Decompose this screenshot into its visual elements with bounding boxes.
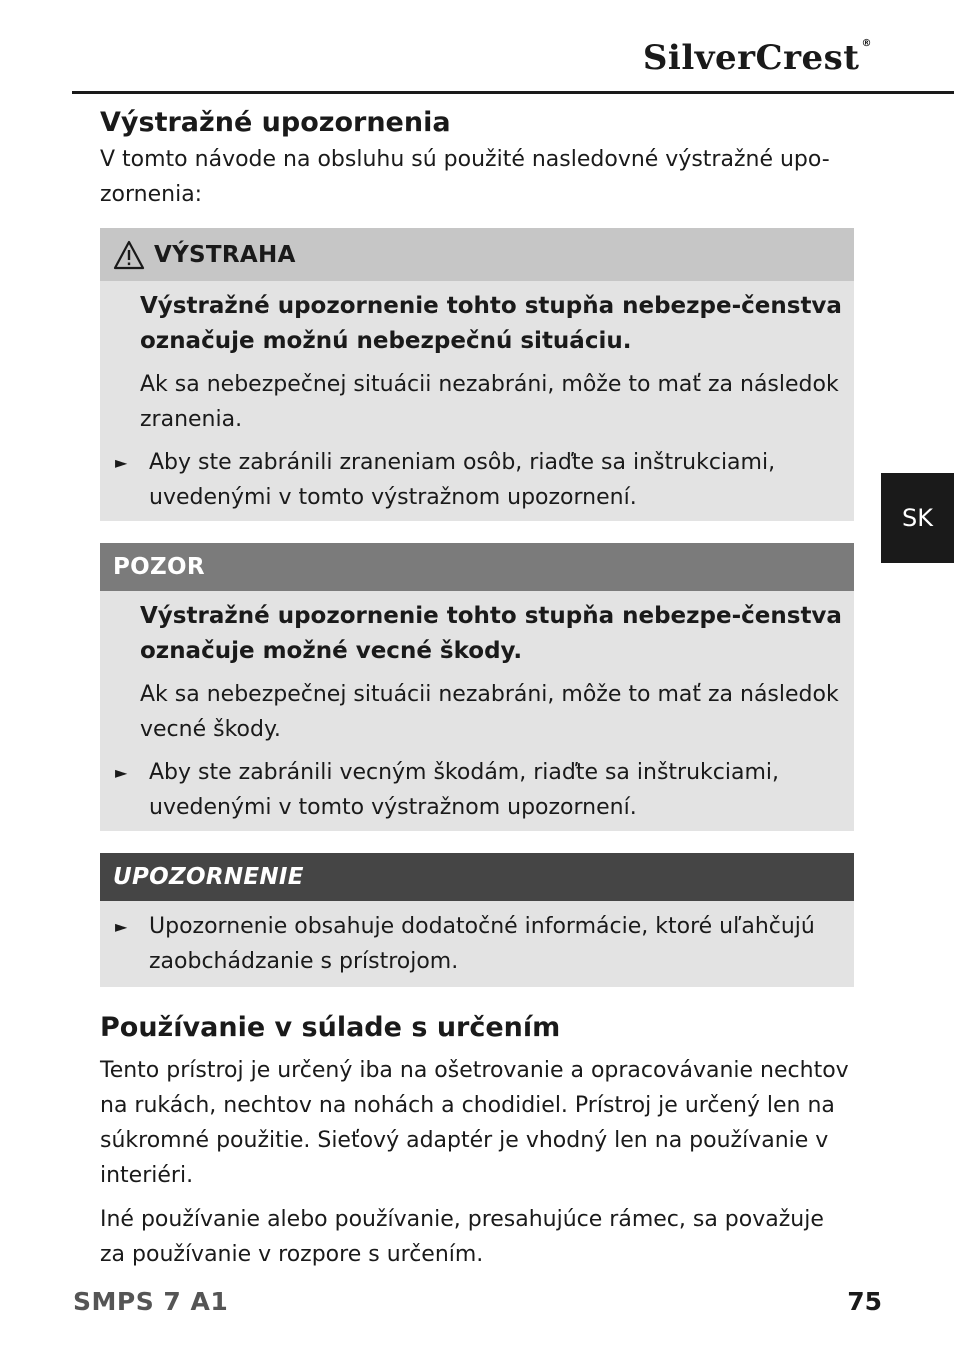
note-label: UPOZORNENIE: [113, 864, 304, 890]
warning-bold-text: Výstražné upozornenie tohto stupňa nebezpe-čenstva označuje možnú nebezpečnú situáciu.: [140, 293, 842, 354]
page-content: [100, 104, 854, 1272]
language-tab-label: SK: [902, 504, 933, 532]
caution-box-header: [100, 543, 854, 591]
brand-logo: [643, 38, 872, 78]
warning-box: [100, 228, 854, 521]
note-bullet: [100, 909, 854, 979]
note-bullet-text: Upozornenie obsahuje dodatočné informácie, ktoré uľahčujú zaobchádzanie s prístrojom.: [149, 914, 815, 974]
registered-mark: ®: [861, 38, 872, 49]
warning-box-body: [100, 281, 854, 521]
warnings-intro: V tomto návode na obsluhu sú použité nasledovné výstražné upo-zornenia:: [100, 147, 830, 207]
caution-text: Ak sa nebezpečnej situácii nezabráni, môže to mať za následok vecné škody.: [140, 682, 839, 742]
section-title-intended-use: Používanie v súlade s určením: [100, 1012, 561, 1043]
footer-model: SMPS 7 A1: [73, 1287, 229, 1316]
arrow-right-icon: ►: [115, 917, 128, 936]
caution-box-body: [100, 591, 854, 831]
intended-use-paragraph-2: Iné používanie alebo používanie, presahujúce rámec, sa považuje za používanie v rozpore s určením.: [100, 1207, 824, 1267]
arrow-right-icon: ►: [115, 763, 128, 782]
caution-box: [100, 543, 854, 831]
caution-bullet-text: Aby ste zabránili vecným škodám, riaďte sa inštrukciami, uvedenými v tomto výstražnom upozornení.: [149, 760, 780, 820]
note-box-header: [100, 853, 854, 901]
header-rule: [72, 91, 954, 94]
caution-bold-text: Výstražné upozornenie tohto stupňa nebezpe-čenstva označuje možné vecné škody.: [140, 603, 842, 664]
warning-bullet-text: Aby ste zabránili zraneniam osôb, riaďte sa inštrukciami, uvedenými v tomto výstražnom upozornení.: [149, 450, 776, 510]
brand-logo-text: SilverCrest: [642, 38, 860, 78]
intended-use-paragraph-1: Tento prístroj je určený iba na ošetrovanie a opracovávanie nechtov na rukách, nechtov na nohách a chodidiel. Prístroj je určený len na súkromné použitie. Sieťový adaptér je vhodný len na používanie v interiéri.: [100, 1058, 849, 1188]
section-title-warnings: Výstražné upozornenia: [100, 107, 451, 138]
warning-bullet: [100, 445, 854, 515]
warning-box-header: [100, 228, 854, 281]
note-box: [100, 853, 854, 987]
caution-label: POZOR: [113, 554, 205, 580]
note-box-body: [100, 901, 854, 987]
footer-page-number: 75: [847, 1287, 882, 1316]
warning-label: VÝSTRAHA: [154, 241, 296, 268]
arrow-right-icon: ►: [115, 453, 128, 472]
language-tab: [881, 473, 954, 563]
intended-use-section: [100, 1009, 854, 1272]
warning-triangle-icon: [113, 240, 145, 270]
caution-bullet: [100, 755, 854, 825]
warning-text: Ak sa nebezpečnej situácii nezabráni, môže to mať za následok zranenia.: [140, 372, 839, 432]
